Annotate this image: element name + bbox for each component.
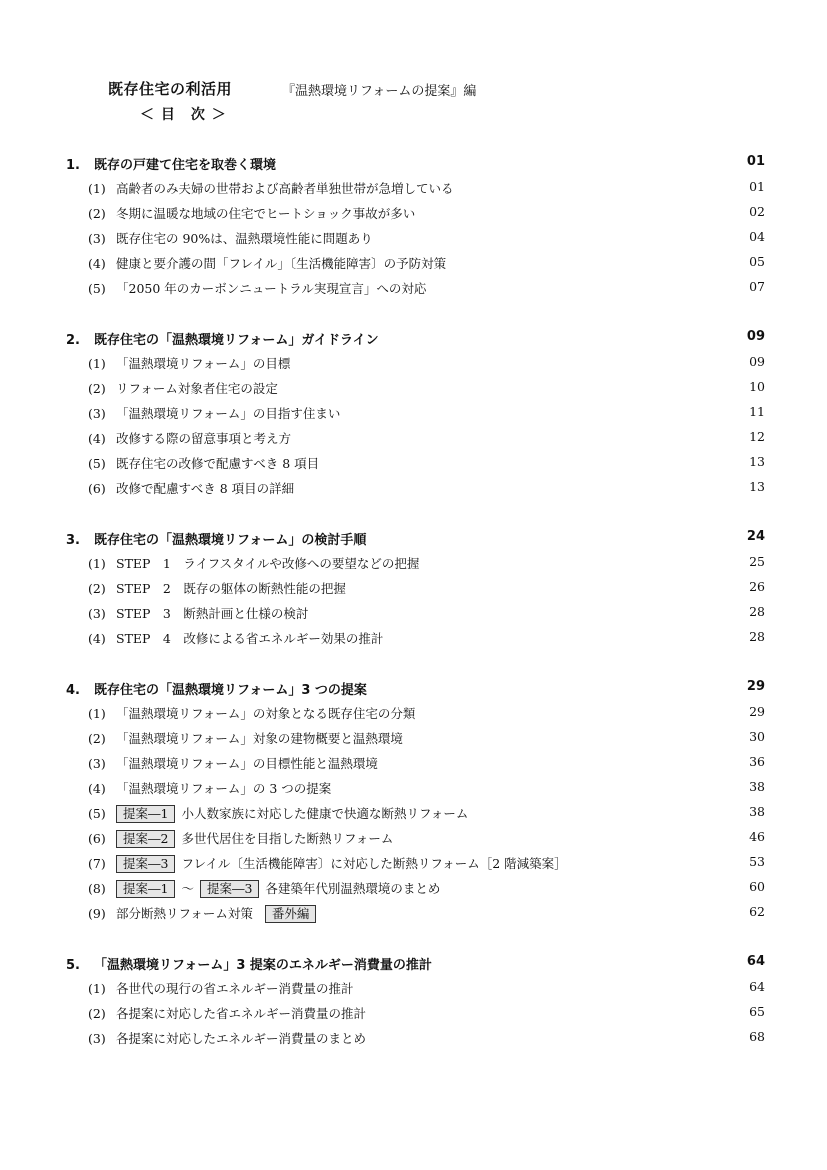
- toc-item[interactable]: [88, 829, 393, 848]
- toc-item-page-number: 64: [749, 979, 765, 994]
- toc-item-text: 「温熱環境リフォーム」の 3 つの提案: [116, 781, 332, 796]
- proposal-badge: 提案―1: [116, 805, 175, 823]
- section-number: 2.: [66, 333, 80, 348]
- toc-item-number: (3): [88, 406, 106, 421]
- toc-item[interactable]: [88, 554, 419, 572]
- toc-item-number: (2): [88, 581, 106, 596]
- toc-item-text: 既存住宅の 90%は、温熱環境性能に問題あり: [116, 231, 373, 246]
- toc-item-text: STEP 4 改修による省エネルギー効果の推計: [116, 631, 384, 646]
- toc-item-page-number: 38: [749, 804, 765, 819]
- toc-item[interactable]: [88, 429, 291, 447]
- toc-item-number: (1): [88, 556, 106, 571]
- toc-item[interactable]: [88, 879, 440, 898]
- toc-item-page-number: 10: [749, 379, 765, 394]
- section-number: 1.: [66, 158, 80, 173]
- document-subtitle: 『温熱環境リフォームの提案』編: [282, 84, 477, 99]
- toc-item-text: 各建築年代別温熱環境のまとめ: [265, 881, 441, 896]
- toc-item-page-number: 36: [749, 754, 765, 769]
- toc-item[interactable]: [88, 704, 415, 722]
- toc-item-text: フレイル〔生活機能障害〕に対応した断熱リフォーム［2 階減築案］: [181, 856, 567, 871]
- toc-item-text: 改修で配慮すべき 8 項目の詳細: [116, 481, 295, 496]
- toc-item-number: (3): [88, 756, 106, 771]
- toc-item[interactable]: [88, 479, 294, 497]
- toc-item-page-number: 38: [749, 779, 765, 794]
- toc-item-page-number: 62: [749, 904, 765, 919]
- toc-item-text: 部分断熱リフォーム対策: [116, 906, 253, 921]
- section-page-number: 09: [746, 329, 765, 344]
- toc-item-number: (6): [88, 831, 106, 846]
- toc-item-number: (2): [88, 381, 106, 396]
- toc-item-number: (7): [88, 856, 106, 871]
- section-title-text: 既存の戸建て住宅を取巻く環境: [94, 158, 277, 173]
- toc-item-page-number: 46: [749, 829, 765, 844]
- toc-item-text: 「温熱環境リフォーム」対象の建物概要と温熱環境: [116, 731, 403, 746]
- toc-item-number: (5): [88, 806, 106, 821]
- toc-item-page-number: 60: [749, 879, 765, 894]
- toc-item-text: リフォーム対象者住宅の設定: [116, 381, 278, 396]
- toc-item[interactable]: [88, 379, 278, 397]
- toc-item[interactable]: [88, 604, 308, 622]
- toc-item-page-number: 11: [749, 404, 765, 419]
- extra-edition-badge: 番外編: [265, 905, 317, 923]
- toc-item-number: (3): [88, 231, 106, 246]
- toc-item-text: 改修する際の留意事項と考え方: [116, 431, 292, 446]
- toc-item[interactable]: [88, 454, 319, 472]
- toc-item-text: 各提案に対応したエネルギー消費量のまとめ: [116, 1031, 367, 1046]
- toc-item[interactable]: [88, 729, 403, 747]
- section-title-text: 既存住宅の「温熱環境リフォーム」の検討手順: [94, 533, 367, 548]
- toc-item-text: 「温熱環境リフォーム」の目標: [116, 356, 291, 371]
- toc-item-number: (1): [88, 981, 106, 996]
- section-title-text: 既存住宅の「温熱環境リフォーム」ガイドライン: [94, 333, 379, 348]
- toc-item-number: (4): [88, 781, 106, 796]
- toc-item-number: (1): [88, 181, 106, 196]
- toc-item-text: 既存住宅の改修で配慮すべき 8 項目: [116, 456, 320, 471]
- toc-item-number: (9): [88, 906, 106, 921]
- section-number: 5.: [66, 958, 80, 973]
- toc-item-page-number: 01: [749, 179, 765, 194]
- proposal-badge: 提案―1: [116, 880, 175, 898]
- toc-item-text: 「温熱環境リフォーム」の目標性能と温熱環境: [116, 756, 378, 771]
- toc-item-number: (8): [88, 881, 106, 896]
- toc-item-text: 冬期に温暖な地域の住宅でヒートショック事故が多い: [116, 206, 416, 221]
- section-title[interactable]: [66, 154, 276, 173]
- range-separator: ～: [181, 881, 194, 896]
- toc-item-text: STEP 1 ライフスタイルや改修への要望などの把握: [116, 556, 420, 571]
- section-title-text: 「温熱環境リフォーム」3 提案のエネルギー消費量の推計: [94, 958, 432, 973]
- section-number: 4.: [66, 683, 80, 698]
- section-title-text: 既存住宅の「温熱環境リフォーム」3 つの提案: [94, 683, 367, 698]
- toc-item-page-number: 05: [749, 254, 765, 269]
- toc-item-page-number: 53: [749, 854, 765, 869]
- toc-item[interactable]: [88, 229, 373, 247]
- toc-item-number: (4): [88, 631, 106, 646]
- toc-item[interactable]: [88, 404, 340, 422]
- section-page-number: 01: [746, 154, 765, 169]
- toc-item[interactable]: [88, 204, 415, 222]
- toc-item-number: (4): [88, 256, 106, 271]
- toc-item-page-number: 28: [749, 629, 765, 644]
- proposal-badge: 提案―2: [116, 830, 175, 848]
- toc-item-text: 各提案に対応した省エネルギー消費量の推計: [116, 1006, 367, 1021]
- toc-item-text: STEP 3 断熱計画と仕様の検討: [116, 606, 309, 621]
- section-title[interactable]: [66, 329, 379, 348]
- section-title[interactable]: [66, 529, 366, 548]
- toc-item[interactable]: [88, 579, 346, 597]
- section-number: 3.: [66, 533, 80, 548]
- proposal-badge: 提案―3: [116, 855, 175, 873]
- toc-item[interactable]: [88, 779, 331, 797]
- toc-item-text: 多世代居住を目指した断熱リフォーム: [181, 831, 394, 846]
- toc-item-number: (3): [88, 1031, 106, 1046]
- toc-item-number: (5): [88, 456, 106, 471]
- toc-item-page-number: 29: [749, 704, 765, 719]
- toc-item-number: (5): [88, 281, 106, 296]
- toc-item[interactable]: [88, 754, 378, 772]
- toc-item-page-number: 07: [749, 279, 765, 294]
- toc-item[interactable]: [88, 804, 468, 823]
- toc-item-text: 「温熱環境リフォーム」の目指す住まい: [116, 406, 341, 421]
- toc-item-page-number: 65: [749, 1004, 765, 1019]
- toc-item-page-number: 02: [749, 204, 765, 219]
- toc-heading: ＜ 目 次 ＞: [140, 107, 227, 123]
- toc-item-text: 「2050 年のカーボンニュートラル実現宣言」への対応: [116, 281, 427, 296]
- toc-item-text: 各世代の現行の省エネルギー消費量の推計: [116, 981, 354, 996]
- toc-item-text: 「温熱環境リフォーム」の対象となる既存住宅の分類: [116, 706, 416, 721]
- toc-item[interactable]: [88, 354, 290, 372]
- toc-item-page-number: 25: [749, 554, 765, 569]
- toc-item-page-number: 13: [749, 479, 765, 494]
- toc-item[interactable]: [88, 179, 454, 197]
- toc-item-page-number: 12: [749, 429, 765, 444]
- toc-item[interactable]: [88, 979, 354, 997]
- toc-item[interactable]: [88, 854, 567, 873]
- toc-item-number: (6): [88, 481, 106, 496]
- toc-item-page-number: 13: [749, 454, 765, 469]
- section-title[interactable]: [66, 679, 367, 698]
- toc-item[interactable]: [88, 1029, 366, 1047]
- toc-item[interactable]: [88, 254, 446, 272]
- toc-item-number: (3): [88, 606, 106, 621]
- toc-item-text: 小人数家族に対応した健康で快適な断熱リフォーム: [181, 806, 469, 821]
- toc-item[interactable]: [88, 629, 383, 647]
- toc-item-page-number: 30: [749, 729, 765, 744]
- section-page-number: 64: [746, 954, 765, 969]
- toc-item-page-number: 26: [749, 579, 765, 594]
- section-page-number: 29: [746, 679, 765, 694]
- toc-item-text: 高齢者のみ夫婦の世帯および高齢者単独世帯が急増している: [116, 181, 454, 196]
- section-page-number: 24: [746, 529, 765, 544]
- toc-item[interactable]: [88, 1004, 366, 1022]
- toc-item-page-number: 09: [749, 354, 765, 369]
- toc-item-page-number: 68: [749, 1029, 765, 1044]
- toc-item-number: (2): [88, 206, 106, 221]
- toc-item[interactable]: [88, 279, 426, 297]
- toc-item-text: STEP 2 既存の躯体の断熱性能の把握: [116, 581, 346, 596]
- toc-item[interactable]: [88, 904, 322, 923]
- toc-item-text: 健康と要介護の間「フレイル」〔生活機能障害〕の予防対策: [116, 256, 447, 271]
- toc-item-number: (2): [88, 731, 106, 746]
- document-title: 既存住宅の利活用: [108, 80, 233, 98]
- toc-item-number: (2): [88, 1006, 106, 1021]
- toc-item-number: (1): [88, 706, 106, 721]
- toc-item-page-number: 28: [749, 604, 765, 619]
- section-title[interactable]: [66, 954, 432, 973]
- proposal-badge: 提案―3: [200, 880, 259, 898]
- toc-item-page-number: 04: [749, 229, 765, 244]
- toc-item-number: (4): [88, 431, 106, 446]
- toc-item-number: (1): [88, 356, 106, 371]
